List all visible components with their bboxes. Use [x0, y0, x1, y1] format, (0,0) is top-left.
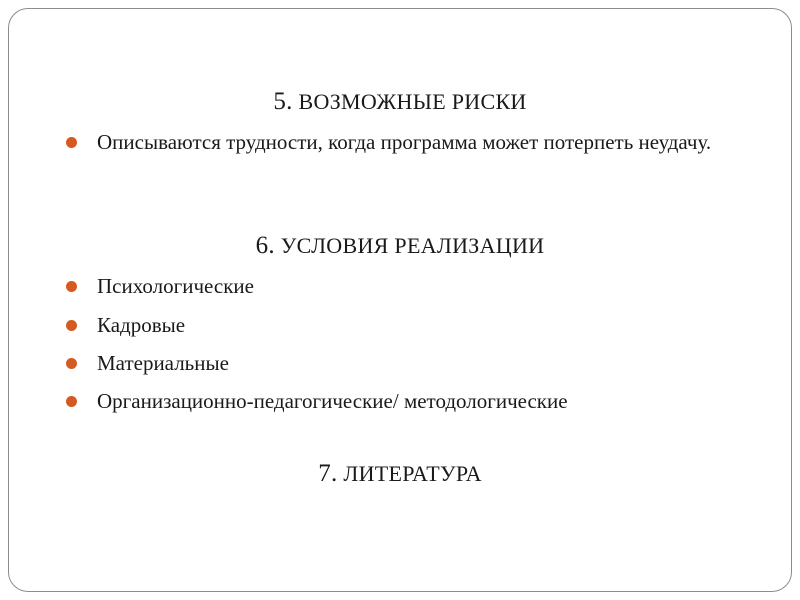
list-item: [66, 127, 766, 157]
section-number: 7.: [318, 460, 338, 487]
list-item-text: Психологические: [97, 274, 254, 298]
bullet-icon: [66, 358, 77, 369]
bullet-icon: [66, 320, 77, 331]
section-number: 5.: [273, 88, 293, 115]
bullet-icon: [66, 281, 77, 292]
list-item-text: Материальные: [97, 351, 229, 375]
section-title: УСЛОВИЯ РЕАЛИЗАЦИИ: [280, 233, 545, 258]
list-item-text: Описываются трудности, когда программа может потерпеть неудачу.: [97, 130, 712, 154]
section-number: 6.: [255, 232, 275, 259]
section-title: ЛИТЕРАТУРА: [343, 461, 482, 486]
section-title: ВОЗМОЖНЫЕ РИСКИ: [298, 89, 527, 114]
section-7-heading: [0, 460, 800, 488]
list-item: [66, 386, 766, 416]
list-item: [66, 348, 766, 378]
list-item: [66, 310, 766, 340]
list-item-text: Организационно-педагогические/ методологические: [97, 389, 568, 413]
section-6-heading: [0, 232, 800, 260]
bullet-icon: [66, 396, 77, 407]
section-5-heading: [0, 88, 800, 116]
bullet-icon: [66, 137, 77, 148]
list-item-text: Кадровые: [97, 313, 186, 337]
list-item: [66, 271, 766, 301]
